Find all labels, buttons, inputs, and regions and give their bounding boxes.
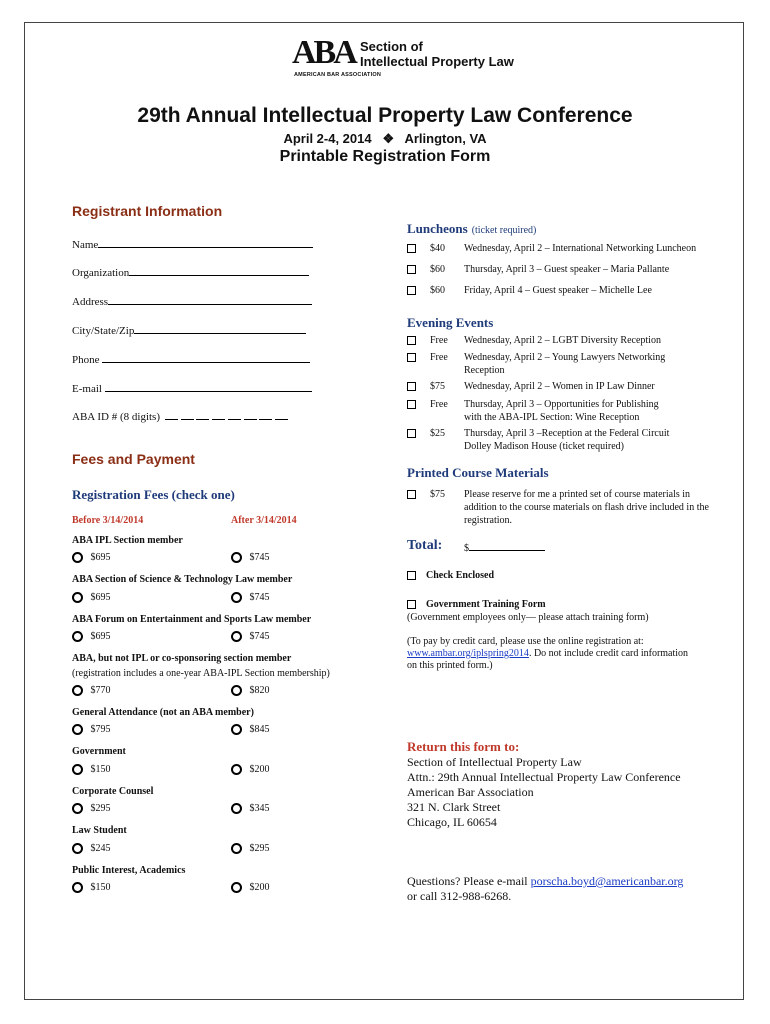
checkbox-icon <box>407 490 416 499</box>
evening-desc-cont: with the ABA-IPL Section: Wine Reception <box>464 412 640 423</box>
return-address-line: Attn.: 29th Annual Intellectual Property Law Conference <box>407 770 681 784</box>
radio-icon <box>231 685 242 696</box>
form-subtitle: Printable Registration Form <box>279 148 491 165</box>
aba-id-field[interactable] <box>72 409 288 423</box>
radio-icon <box>231 592 242 603</box>
checkbox-icon <box>407 571 416 580</box>
fee-option-after[interactable] <box>231 552 270 563</box>
fee-option-before[interactable] <box>72 685 111 696</box>
fee-option-after[interactable] <box>231 631 270 642</box>
evening-desc-cont: Reception <box>464 365 505 376</box>
gov-training-option[interactable] <box>407 599 546 610</box>
fee-category-label: Public Interest, Academics <box>72 865 186 876</box>
evening-price: $25 <box>430 428 445 439</box>
fees-heading: Fees and Payment <box>72 451 195 467</box>
logo-line1: Section of <box>360 39 423 54</box>
radio-icon <box>231 552 242 563</box>
return-address-line: Section of Intellectual Property Law <box>407 755 582 769</box>
fee-option-before[interactable] <box>72 724 111 735</box>
luncheon-price: $60 <box>430 285 445 296</box>
fee-price: $845 <box>249 724 270 735</box>
checkbox-icon <box>407 382 416 391</box>
radio-icon <box>231 764 242 775</box>
fee-option-after[interactable] <box>231 724 270 735</box>
fee-option-after[interactable] <box>231 803 270 814</box>
evening-option[interactable] <box>407 381 416 392</box>
date-location <box>0 131 770 147</box>
luncheon-desc: Friday, April 4 – Guest speaker – Michelle Lee <box>464 285 652 296</box>
check-enclosed-option[interactable] <box>407 570 494 581</box>
radio-icon <box>72 631 83 642</box>
fee-price: $745 <box>249 552 270 563</box>
evening-price: $75 <box>430 381 445 392</box>
radio-icon <box>72 764 83 775</box>
fee-category-label: General Attendance (not an ABA member) <box>72 707 254 718</box>
fee-option-before[interactable] <box>72 592 111 603</box>
fee-price: $770 <box>90 685 111 696</box>
conference-dates: April 2-4, 2014 <box>283 131 372 146</box>
questions-line <box>407 874 683 889</box>
luncheons-note: (ticket required) <box>471 225 537 236</box>
evening-option[interactable] <box>407 352 416 363</box>
fee-option-before[interactable] <box>72 764 111 775</box>
after-date-header: After 3/14/2014 <box>231 515 297 526</box>
materials-option[interactable] <box>407 489 416 500</box>
fee-option-after[interactable] <box>231 764 270 775</box>
luncheon-price: $60 <box>430 264 445 275</box>
materials-price: $75 <box>430 489 445 500</box>
logo-assoc: AMERICAN BAR ASSOCIATION <box>294 72 381 78</box>
credit-card-note-line2 <box>407 648 688 659</box>
fee-category-note: (registration includes a one-year ABA-IPL Section membership) <box>72 668 330 679</box>
questions-phone: or call 312-988-6268. <box>407 889 512 903</box>
organization-label: Organization <box>72 267 130 279</box>
checkbox-icon <box>407 244 416 253</box>
fee-option-before[interactable] <box>72 552 111 563</box>
radio-icon <box>72 882 83 893</box>
evening-option[interactable] <box>407 399 416 410</box>
conference-location: Arlington, VA <box>404 131 487 146</box>
evening-desc: Thursday, April 3 –Reception at the Federal Circuit <box>464 428 670 439</box>
evening-option[interactable] <box>407 335 416 346</box>
phone-field[interactable] <box>72 352 310 366</box>
materials-desc-cont: registration. <box>464 515 513 526</box>
checkbox-icon <box>407 336 416 345</box>
email-label: E-mail <box>72 383 102 395</box>
address-field[interactable] <box>72 294 312 308</box>
fee-option-after[interactable] <box>231 843 270 854</box>
evening-price: Free <box>430 335 448 346</box>
radio-icon <box>231 803 242 814</box>
materials-desc-cont: addition to the course materials on flash drive included in the <box>464 502 709 513</box>
registration-link[interactable]: www.ambar.org/iplspring2014 <box>407 648 529 659</box>
luncheons-heading <box>407 220 536 238</box>
checkbox-icon <box>407 353 416 362</box>
fee-price: $745 <box>249 592 270 603</box>
checkbox-icon <box>407 600 416 609</box>
fee-price: $200 <box>249 764 270 775</box>
fee-category-label: ABA IPL Section member <box>72 535 183 546</box>
gov-training-label: Government Training Form <box>426 599 546 610</box>
luncheon-option[interactable] <box>407 285 416 296</box>
return-address-line: American Bar Association <box>407 785 534 799</box>
radio-icon <box>72 843 83 854</box>
credit-card-note-cont: . Do not include credit card information <box>528 648 689 659</box>
checkbox-icon <box>407 265 416 274</box>
fee-price: $695 <box>90 631 111 642</box>
fee-price: $295 <box>90 803 111 814</box>
fee-category-label: Law Student <box>72 825 127 836</box>
evening-desc-cont: Dolley Madison House (ticket required) <box>464 441 624 452</box>
city-state-zip-field[interactable] <box>72 323 306 337</box>
radio-icon <box>72 685 83 696</box>
fee-option-before[interactable] <box>72 882 111 893</box>
diamond-separator-icon: ❖ <box>382 131 395 146</box>
fee-option-after[interactable] <box>231 685 270 696</box>
checkbox-icon <box>407 400 416 409</box>
evening-heading: Evening Events <box>407 315 494 330</box>
radio-icon <box>72 724 83 735</box>
name-field[interactable] <box>72 237 313 251</box>
evening-desc: Wednesday, April 2 – Young Lawyers Networking <box>464 352 666 363</box>
luncheon-option[interactable] <box>407 264 416 275</box>
fee-price: $695 <box>90 592 111 603</box>
radio-icon <box>72 592 83 603</box>
fee-option-after[interactable] <box>231 882 270 893</box>
contact-email-link[interactable]: porscha.boyd@americanbar.org <box>530 874 684 888</box>
fee-category-label: ABA Forum on Entertainment and Sports Law member <box>72 614 312 625</box>
page-title: 29th Annual Intellectual Property Law Conference <box>137 104 633 127</box>
aba-id-label: ABA ID # (8 digits) <box>72 411 160 423</box>
fee-price: $150 <box>90 882 111 893</box>
materials-heading: Printed Course Materials <box>407 465 549 480</box>
questions-prefix: Questions? Please e-mail <box>407 874 531 888</box>
evening-desc: Wednesday, April 2 – Women in IP Law Dinner <box>464 381 655 392</box>
registrant-heading: Registrant Information <box>72 203 223 219</box>
fee-category-label: Government <box>72 746 126 757</box>
return-heading: Return this form to: <box>407 739 520 754</box>
fee-category-label: Corporate Counsel <box>72 786 154 797</box>
radio-icon <box>231 882 242 893</box>
check-enclosed-label: Check Enclosed <box>426 570 495 581</box>
logo-letters: ABA <box>292 34 355 71</box>
fee-price: $200 <box>249 882 270 893</box>
fee-price: $245 <box>90 843 111 854</box>
return-address-line: Chicago, IL 60654 <box>407 815 497 829</box>
luncheon-desc: Wednesday, April 2 – International Networking Luncheon <box>464 243 697 254</box>
fee-price: $345 <box>249 803 270 814</box>
name-label: Name <box>72 239 99 251</box>
phone-label: Phone <box>72 354 100 366</box>
fee-price: $295 <box>249 843 270 854</box>
fee-option-before[interactable] <box>72 631 111 642</box>
total-field[interactable] <box>464 540 545 554</box>
luncheon-price: $40 <box>430 243 445 254</box>
city-state-zip-label: City/State/Zip <box>72 325 135 337</box>
luncheons-title: Luncheons <box>407 221 468 236</box>
fee-option-after[interactable] <box>231 592 270 603</box>
evening-desc: Thursday, April 3 – Opportunities for Publishing <box>464 399 659 410</box>
fee-price: $150 <box>90 764 111 775</box>
radio-icon <box>72 552 83 563</box>
fee-option-before[interactable] <box>72 843 111 854</box>
address-label: Address <box>72 296 109 308</box>
return-address-line: 321 N. Clark Street <box>407 800 501 814</box>
organization-field[interactable] <box>72 265 309 279</box>
fee-category-label: ABA, but not IPL or co-sponsoring section member <box>72 653 292 664</box>
radio-icon <box>231 724 242 735</box>
fee-price: $820 <box>249 685 270 696</box>
credit-card-note-line3: on this printed form.) <box>407 660 493 671</box>
email-field[interactable] <box>72 381 312 395</box>
total-currency: $ <box>464 543 469 554</box>
total-label: Total: <box>407 538 443 553</box>
logo-line2: Intellectual Property Law <box>360 54 514 69</box>
evening-price: Free <box>430 352 448 363</box>
checkbox-icon <box>407 429 416 438</box>
radio-icon <box>231 843 242 854</box>
fee-category-label: ABA Section of Science & Technology Law member <box>72 574 293 585</box>
credit-card-note: (To pay by credit card, please use the online registration at: <box>407 636 644 647</box>
gov-training-note: (Government employees only— please attach training form) <box>407 612 649 623</box>
radio-icon <box>231 631 242 642</box>
fee-option-before[interactable] <box>72 803 111 814</box>
materials-desc: Please reserve for me a printed set of course materials in <box>464 489 691 500</box>
evening-option[interactable] <box>407 428 416 439</box>
radio-icon <box>72 803 83 814</box>
registration-fees-heading: Registration Fees (check one) <box>72 487 235 502</box>
luncheon-option[interactable] <box>407 243 416 254</box>
before-date-header: Before 3/14/2014 <box>72 515 144 526</box>
evening-desc: Wednesday, April 2 – LGBT Diversity Reception <box>464 335 661 346</box>
fee-price: $795 <box>90 724 111 735</box>
fee-price: $745 <box>249 631 270 642</box>
luncheon-desc: Thursday, April 3 – Guest speaker – Maria Pallante <box>464 264 670 275</box>
fee-price: $695 <box>90 552 111 563</box>
evening-price: Free <box>430 399 448 410</box>
checkbox-icon <box>407 286 416 295</box>
